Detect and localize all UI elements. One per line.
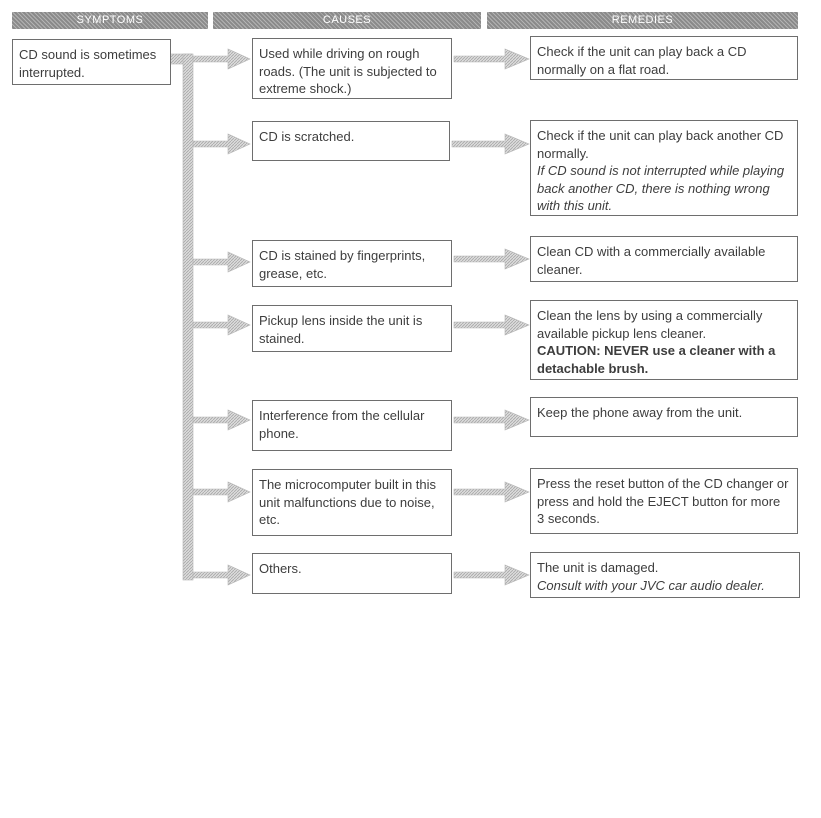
- cause-box-7: [252, 553, 452, 594]
- cause-box-4: [252, 305, 452, 352]
- remedy-text: Clean the lens by using a commercially available pickup lens cleaner.: [537, 308, 763, 341]
- remedy-text: Clean CD with a commercially available cleaner.: [537, 244, 766, 277]
- arrow-to-remedy-1: [454, 49, 529, 69]
- cause-text: Used while driving on rough roads. (The unit is subjected to extreme shock.): [259, 46, 437, 96]
- arrow-to-remedy-7: [454, 565, 529, 585]
- causes-header: CAUSES: [213, 12, 481, 29]
- remedy-caution: CAUTION: NEVER use a cleaner with a detachable brush.: [537, 343, 776, 376]
- remedy-text: Keep the phone away from the unit.: [537, 405, 743, 420]
- arrow-to-remedy-5: [454, 410, 529, 430]
- remedies-header: REMEDIES: [487, 12, 798, 29]
- arrow-to-remedy-4: [454, 315, 529, 335]
- remedy-text: Check if the unit can play back another CD normally.: [537, 128, 784, 161]
- arrow-to-cause-6: [193, 482, 250, 502]
- remedy-note: Consult with your JVC car audio dealer.: [537, 577, 765, 593]
- cause-text: Interference from the cellular phone.: [259, 408, 425, 441]
- arrow-to-cause-5: [193, 410, 250, 430]
- remedy-box-5: [530, 397, 798, 437]
- remedy-text: Check if the unit can play back a CD normally on a flat road.: [537, 44, 747, 77]
- symptom-text: CD sound is sometimes interrupted.: [19, 47, 157, 80]
- remedy-note: If CD sound is not interrupted while playing back another CD, there is nothing wrong with this unit.: [537, 163, 785, 213]
- arrow-to-cause-2: [193, 134, 250, 154]
- remedy-box-2: [530, 120, 798, 216]
- cause-box-6: [252, 469, 452, 536]
- symptom-box: [12, 39, 171, 85]
- arrow-to-cause-3: [193, 252, 250, 272]
- arrow-to-cause-1: [193, 49, 250, 69]
- remedy-box-4: [530, 300, 798, 380]
- arrow-to-remedy-2: [452, 134, 529, 154]
- remedy-box-1: [530, 36, 798, 80]
- cause-box-5: [252, 400, 452, 451]
- symptoms-header: SYMPTOMS: [12, 12, 208, 29]
- arrow-to-remedy-3: [454, 249, 529, 269]
- cause-text: Pickup lens inside the unit is stained.: [259, 313, 423, 346]
- cause-box-2: [252, 121, 450, 161]
- cause-box-1: [252, 38, 452, 99]
- remedy-text: The unit is damaged.: [537, 560, 659, 575]
- cause-text: Others.: [259, 561, 302, 576]
- cause-text: CD is scratched.: [259, 129, 355, 144]
- remedy-box-3: [530, 236, 798, 282]
- cause-text: CD is stained by fingerprints, grease, etc.: [259, 248, 426, 281]
- cause-text: The microcomputer built in this unit malfunctions due to noise, etc.: [259, 477, 437, 527]
- remedy-text: Press the reset button of the CD changer or press and hold the EJECT button for more 3 seconds.: [537, 476, 789, 526]
- cause-box-3: [252, 240, 452, 287]
- arrow-to-remedy-6: [454, 482, 529, 502]
- remedy-box-6: [530, 468, 798, 534]
- arrow-to-cause-4: [193, 315, 250, 335]
- remedy-box-7: [530, 552, 800, 598]
- arrow-to-cause-7: [193, 565, 250, 585]
